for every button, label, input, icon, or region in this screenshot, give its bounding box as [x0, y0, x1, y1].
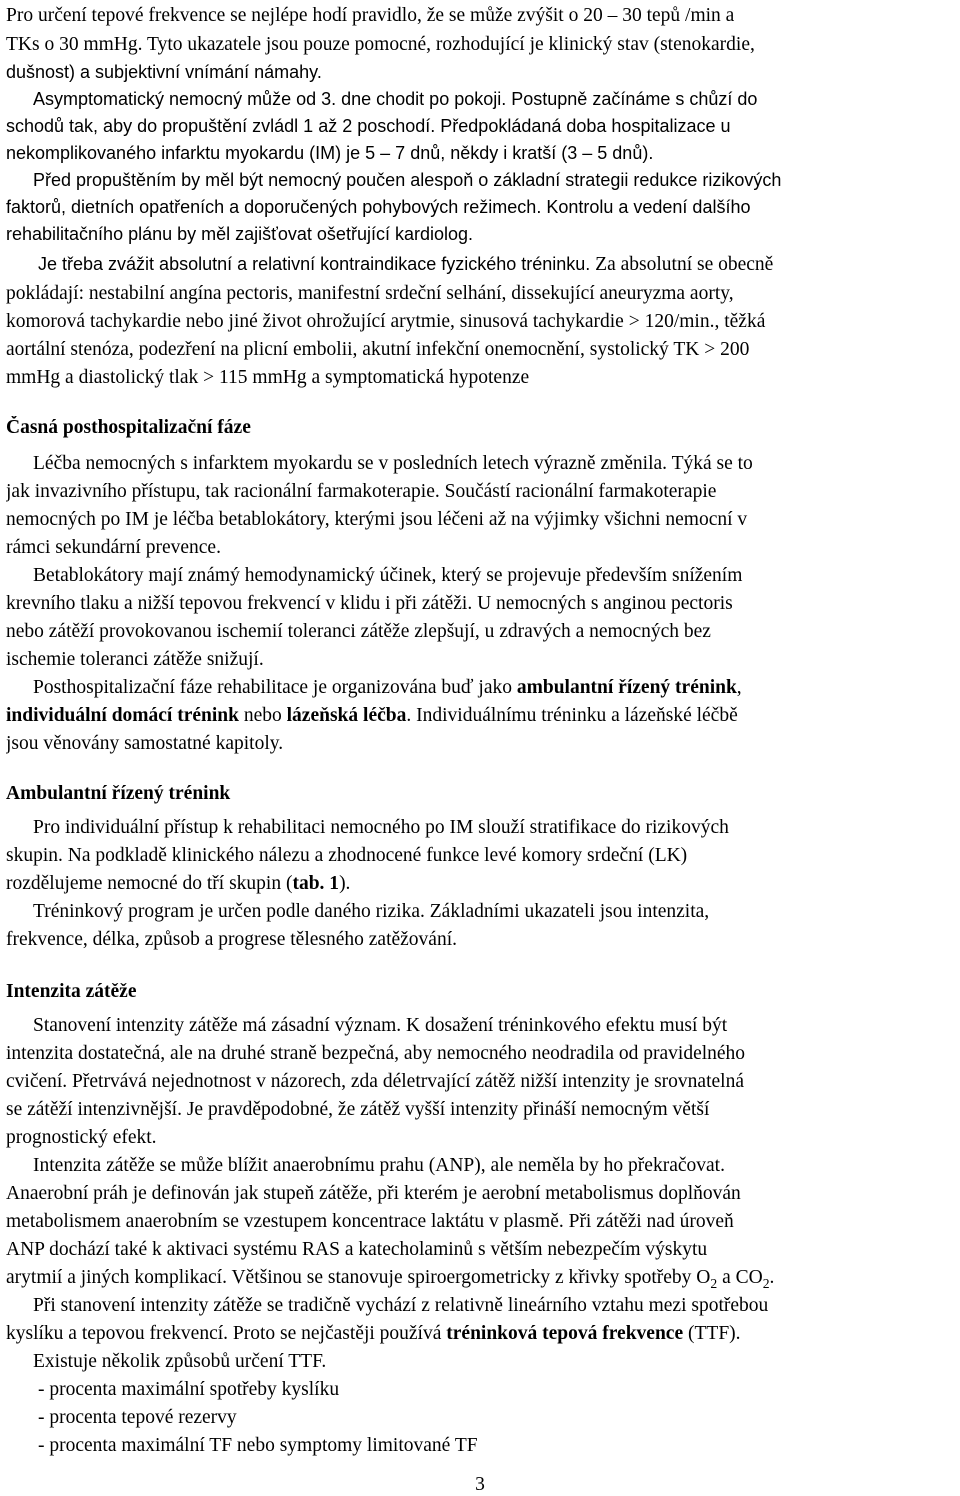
text-line: cvičení. Přetrvává nejednotnost v názorech, zda déletrvající zátěž nižší intenzity je srovnatelná [6, 1071, 744, 1092]
text-line [6, 195, 954, 220]
text-line: Při stanovení intenzity zátěže se tradičně vychází z relativně lineárního vztahu mezi spotřebou [33, 1295, 769, 1316]
list-item: - procenta maximální TF nebo symptomy limitované TF [38, 1435, 478, 1456]
emphasis-text: individuální domácí trénink [6, 705, 239, 726]
text-span: rozdělujeme nemocné do tří skupin ( [6, 873, 293, 894]
text-line: TKs o 30 mmHg. Tyto ukazatele jsou pouze pomocné, rozhodující je klinický stav (stenokardie, [6, 34, 755, 55]
text-line: rehabilitačního plánu by měl zajišťovat ošetřující kardiolog. [6, 224, 473, 244]
text-line: komorová tachykardie nebo jiné život ohrožující arytmie, sinusová tachykardie > 120/min., těžká [6, 311, 766, 332]
text-line: nekomplikovaného infarktu myokardu (IM) je 5 – 7 dnů, někdy i kratší (3 – 5 dnů). [6, 143, 654, 163]
text-span: kyslíku a tepovou frekvencí. Proto se nejčastěji používá [6, 1323, 447, 1344]
text-line: nemocných po IM je léčba betablokátory, kterými jsou léčeni až na výjimky všichni nemocní v [6, 509, 748, 530]
text-span: a CO [717, 1267, 763, 1288]
text-span: (TTF). [683, 1323, 741, 1344]
text-span: Předpokládaná doba hospitalizace u [435, 116, 731, 136]
text-line: prognostický efekt. [6, 1127, 157, 1148]
text-span: Posthospitalizační fáze rehabilitace je organizována buď jako [33, 677, 517, 698]
text-line: aortální stenóza, podezření na plicní embolii, akutní infekční onemocnění, systolický TK > 200 [6, 339, 750, 360]
text-line: Tréninkový program je určen podle daného rizika. Základními ukazateli jsou intenzita, [33, 901, 710, 922]
text-line [33, 87, 954, 112]
text-line [6, 704, 954, 728]
emphasis-text: lázeňská léčba [286, 705, 407, 726]
subscript: 2 [762, 1275, 770, 1290]
text-line: nebo zátěží provokovanou ischemií toleranci zátěže zlepšují, u zdravých a nemocných bez [6, 621, 711, 642]
text-line: dušnost) a subjektivní vnímání námahy. [6, 62, 322, 82]
text-line: rámci sekundární prevence. [6, 537, 221, 558]
text-line: jsou věnovány samostatné kapitoly. [6, 733, 284, 754]
text-line: skupin. Na podkladě klinického nálezu a zhodnocené funkce levé komory srdeční (LK) [6, 845, 688, 866]
text-line: metabolismem anaerobním se vzestupem koncentrace laktátu v plasmě. Při zátěži nad úroveň [6, 1211, 734, 1232]
text-span: ). [339, 873, 351, 894]
text-line: Intenzita zátěže se může blížit anaerobnímu prahu (ANP), ale neměla by ho překračovat. [33, 1155, 725, 1176]
text-line: Léčba nemocných s infarktem myokardu se v posledních letech výrazně změnila. Týká se to [33, 453, 753, 474]
text-span: Postupně začínáme s chůzí do [506, 89, 758, 109]
text-line: intenzita dostatečná, ale na druhé straně bezpečná, aby nemocného neodradila od pravidelného [6, 1043, 746, 1064]
text-line [6, 114, 954, 139]
text-span: . [769, 1267, 775, 1288]
emphasis-text: ambulantní řízený trénink [516, 677, 737, 698]
text-line [38, 252, 954, 277]
table-reference: tab. 1 [292, 873, 340, 894]
section-heading: Ambulantní řízený trénink [6, 783, 231, 804]
section-heading: Intenzita zátěže [6, 981, 137, 1002]
text-line: mmHg a diastolický tlak > 115 mmHg a symptomatická hypotenze [6, 367, 530, 388]
text-line: krevního tlaku a nižší tepovou frekvencí v klidu i při zátěži. U nemocných s anginou pectoris [6, 593, 733, 614]
list-item: - procenta tepové rezervy [38, 1407, 237, 1428]
text-line: pokládají: nestabilní angína pectoris, manifestní srdeční selhání, dissekující aneuryzma aorty, [6, 283, 734, 304]
text-line: Pro určení tepové frekvence se nejlépe hodí pravidlo, že se může zvýšit o 20 – 30 tepů /min a [6, 5, 735, 26]
text-span: schodů tak, aby do propuštění zvládl 1 až 2 poschodí. [6, 116, 436, 136]
text-line: ischemie toleranci zátěže snižují. [6, 649, 264, 670]
text-line: Anaerobní práh je definován jak stupeň zátěže, při kterém je aerobní metabolismus doplňován [6, 1183, 741, 1204]
text-line: Pro individuální přístup k rehabilitaci nemocného po IM slouží stratifikace do rizikových [33, 817, 729, 838]
text-line: Betablokátory mají známý hemodynamický účinek, který se projevuje především snížením [33, 565, 743, 586]
subscript: 2 [710, 1275, 718, 1290]
text-span: . Individuálnímu tréninku a lázeňské léčbě [406, 705, 738, 726]
text-span: nebo [238, 705, 287, 726]
text-line [33, 676, 954, 700]
text-line: Existuje několik způsobů určení TTF. [33, 1351, 327, 1372]
text-line: se zátěží intenzivnější. Je pravděpodobné, že zátěž vyšší intenzity přináší nemocným větší [6, 1099, 710, 1120]
page-number: 3 [475, 1474, 485, 1495]
text-span: Za absolutní se obecně [590, 254, 774, 275]
text-span: , [736, 677, 742, 698]
text-line [6, 1266, 954, 1290]
text-span: Kontrolu a vedení dalšího [541, 197, 751, 217]
text-span: arytmií a jiných komplikací. Většinou se stanovuje spiroergometricky z křivky spotřeby O [6, 1267, 711, 1288]
text-line: frekvence, délka, způsob a progrese tělesného zatěžování. [6, 929, 457, 950]
text-line: ANP dochází také k aktivaci systému RAS a katecholaminů s větším nebezpečím výskytu [6, 1239, 708, 1260]
emphasis-text: tréninková tepová frekvence [446, 1323, 684, 1344]
text-line: Před propuštěním by měl být nemocný poučen alespoň o základní strategii redukce rizikových [33, 170, 782, 190]
text-line: jak invazivního přístupu, tak racionální farmakoterapie. Součástí racionální farmakoterapie [6, 481, 717, 502]
text-line [6, 1322, 954, 1346]
text-span: faktorů, dietních opatřeních a doporučených pohybových režimech. [6, 197, 542, 217]
text-span: Je třeba zvážit absolutní a relativní kontraindikace fyzického tréninku. [38, 254, 591, 274]
list-item: - procenta maximální spotřeby kyslíku [38, 1379, 340, 1400]
text-line: Stanovení intenzity zátěže má zásadní význam. K dosažení tréninkového efektu musí být [33, 1015, 728, 1036]
text-span: Asymptomatický nemocný může od 3. dne chodit po pokoji. [33, 89, 507, 109]
section-heading: Časná posthospitalizační fáze [6, 417, 251, 438]
text-line [6, 872, 954, 896]
